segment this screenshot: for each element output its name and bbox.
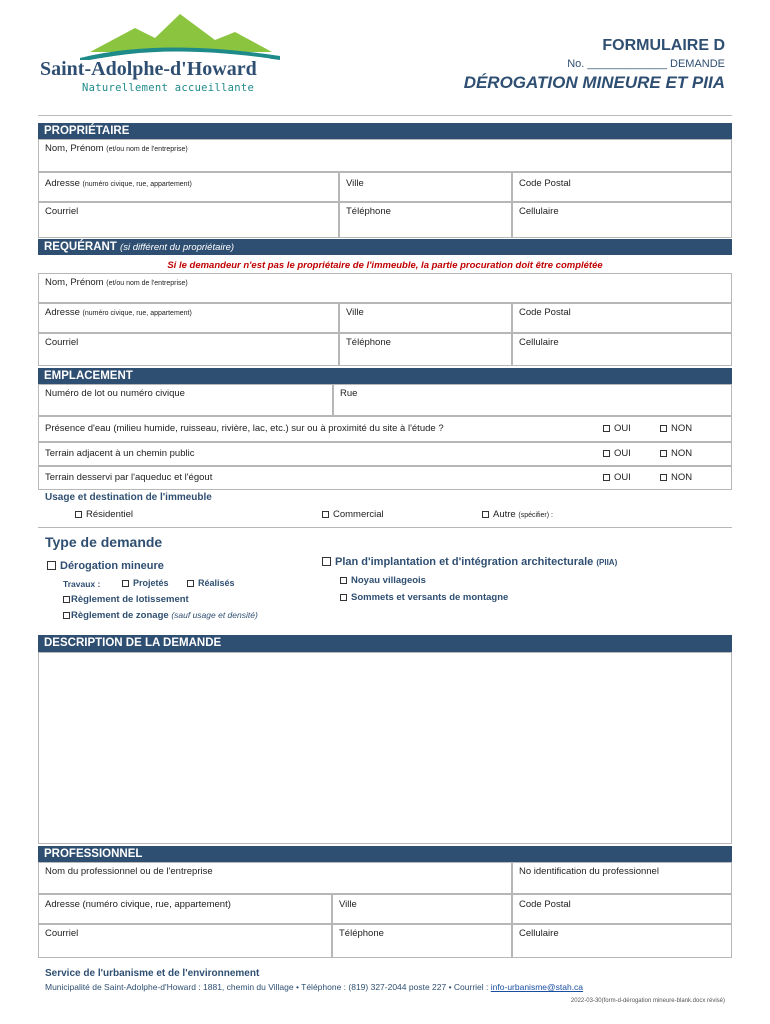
- requester-postal-label: Code Postal: [519, 307, 571, 318]
- request-type-title: Type de demande: [45, 534, 163, 550]
- professional-city-label: Ville: [339, 899, 357, 910]
- requester-cell-field[interactable]: [512, 333, 732, 366]
- piia-village-checkbox[interactable]: [340, 577, 347, 584]
- sewer-no-option[interactable]: [660, 472, 692, 483]
- requester-address-hint: (numéro civique, rue, appartement): [82, 310, 192, 317]
- sewer-yes-option[interactable]: [603, 472, 631, 483]
- owner-section-bar: [38, 123, 732, 139]
- piia-option[interactable]: [322, 556, 617, 568]
- usage-residential-checkbox[interactable]: [75, 511, 82, 518]
- professional-id-field[interactable]: [512, 862, 732, 894]
- procuration-warning: Si le demandeur n'est pas le propriétaire de l'immeuble, la partie procuration doit être complétée: [167, 260, 603, 271]
- works-planned-label: Projetés: [133, 578, 169, 588]
- usage-commercial-option[interactable]: [322, 509, 384, 520]
- location-section-bar: [38, 368, 732, 384]
- requester-email-field[interactable]: [38, 333, 339, 366]
- requester-phone-field[interactable]: [339, 333, 512, 366]
- owner-email-field[interactable]: [38, 202, 339, 238]
- professional-email-field[interactable]: [38, 924, 332, 958]
- footer-file-ref: 2022-03-30(form-d-dérogation mineure-blank.docx révisé): [570, 998, 725, 1004]
- owner-postal-field[interactable]: [512, 172, 732, 202]
- owner-email-label: Courriel: [45, 206, 79, 217]
- road-yes-checkbox[interactable]: [603, 450, 610, 457]
- derogation-label: Dérogation mineure: [60, 560, 164, 572]
- sewer-no-label: NON: [671, 472, 693, 483]
- zonage-checkbox[interactable]: [63, 612, 70, 619]
- description-section-title: DESCRIPTION DE LA DEMANDE: [44, 637, 222, 649]
- usage-residential-option[interactable]: [75, 509, 133, 520]
- sewer-yes-checkbox[interactable]: [603, 474, 610, 481]
- street-field[interactable]: [333, 384, 732, 416]
- water-no-label: NON: [671, 423, 693, 434]
- piia-mountain-option[interactable]: [340, 592, 508, 603]
- usage-other-hint: (spécifier) :: [518, 512, 553, 519]
- water-yes-option[interactable]: [603, 423, 631, 434]
- lot-number-field[interactable]: [38, 384, 333, 416]
- usage-title: Usage et destination de l'immeuble: [45, 492, 212, 503]
- owner-address-label: Adresse: [45, 178, 80, 189]
- professional-section-title: PROFESSIONNEL: [44, 848, 143, 860]
- owner-city-field[interactable]: [339, 172, 512, 202]
- sewer-no-checkbox[interactable]: [660, 474, 667, 481]
- footer-address: Municipalité de Saint-Adolphe-d'Howard : 1881, chemin du Village • Téléphone : (819) 327-2044 poste 227 • Courriel :: [45, 982, 489, 992]
- road-yes-option[interactable]: [603, 448, 631, 459]
- professional-phone-label: Téléphone: [339, 928, 384, 939]
- owner-cell-label: Cellulaire: [519, 206, 559, 217]
- requester-section-title: REQUÉRANT: [44, 241, 117, 253]
- piia-abbr: (PIIA): [596, 558, 618, 567]
- usage-other-option[interactable]: [482, 509, 553, 520]
- piia-village-option[interactable]: [340, 575, 426, 586]
- professional-name-field[interactable]: [38, 862, 512, 894]
- request-number-label: No. _____________ DEMANDE: [567, 58, 725, 70]
- sewer-yes-label: OUI: [614, 472, 631, 483]
- usage-other-label: Autre: [493, 509, 516, 520]
- location-section-title: EMPLACEMENT: [44, 370, 133, 382]
- professional-postal-field[interactable]: [512, 894, 732, 924]
- owner-city-label: Ville: [346, 178, 364, 189]
- piia-mountain-label: Sommets et versants de montagne: [351, 592, 509, 603]
- professional-name-label: Nom du professionnel ou de l'entreprise: [45, 866, 213, 877]
- water-yes-checkbox[interactable]: [603, 425, 610, 432]
- requester-name-label: Nom, Prénom: [45, 277, 104, 288]
- description-section-bar: [38, 635, 732, 652]
- owner-phone-label: Téléphone: [346, 206, 391, 217]
- professional-postal-label: Code Postal: [519, 899, 571, 910]
- requester-address-field[interactable]: [38, 303, 339, 333]
- sewer-question: Terrain desservi par l'aqueduc et l'égout: [45, 472, 213, 483]
- professional-id-label: No identification du professionnel: [519, 866, 659, 877]
- owner-address-hint: (numéro civique, rue, appartement): [82, 181, 192, 188]
- requester-phone-label: Téléphone: [346, 337, 391, 348]
- usage-residential-label: Résidentiel: [86, 509, 133, 520]
- owner-cell-field[interactable]: [512, 202, 732, 238]
- professional-address-field[interactable]: [38, 894, 332, 924]
- water-question: Présence d'eau (milieu humide, ruisseau, rivière, lac, etc.) sur ou à proximité du site à l'étude ?: [45, 423, 444, 434]
- road-no-checkbox[interactable]: [660, 450, 667, 457]
- professional-email-label: Courriel: [45, 928, 79, 939]
- requester-postal-field[interactable]: [512, 303, 732, 333]
- piia-mountain-checkbox[interactable]: [340, 594, 347, 601]
- logo-tagline: Naturellement accueillante: [82, 82, 255, 94]
- description-textarea[interactable]: [38, 652, 732, 844]
- requester-cell-label: Cellulaire: [519, 337, 559, 348]
- piia-village-label: Noyau villageois: [351, 575, 426, 586]
- road-no-option[interactable]: [660, 448, 692, 459]
- owner-name-field[interactable]: [38, 139, 732, 172]
- owner-name-label: Nom, Prénom: [45, 143, 104, 154]
- works-label: Travaux :: [63, 579, 101, 589]
- mountain-logo-icon: [40, 10, 280, 60]
- works-planned-option[interactable]: [122, 578, 169, 588]
- professional-phone-field[interactable]: [332, 924, 512, 958]
- requester-section-note: (si différent du propriétaire): [120, 242, 235, 253]
- piia-checkbox[interactable]: [322, 557, 331, 566]
- requester-city-field[interactable]: [339, 303, 512, 333]
- road-yes-label: OUI: [614, 448, 631, 459]
- requester-name-hint: (et/ou nom de l'entreprise): [106, 280, 188, 287]
- professional-section-bar: [38, 846, 732, 862]
- header-divider: [38, 115, 732, 116]
- form-title: DÉROGATION MINEURE ET PIIA: [463, 73, 725, 92]
- water-no-option[interactable]: [660, 423, 692, 434]
- requester-name-field[interactable]: [38, 273, 732, 303]
- works-done-checkbox[interactable]: [187, 580, 194, 587]
- road-question: Terrain adjacent à un chemin public: [45, 448, 195, 459]
- lot-number-label: Numéro de lot ou numéro civique: [45, 388, 185, 399]
- form-label: FORMULAIRE D: [602, 37, 725, 54]
- municipality-logo: [40, 10, 280, 95]
- works-done-option[interactable]: [187, 578, 235, 588]
- owner-address-field[interactable]: [38, 172, 339, 202]
- zonage-option[interactable]: [63, 610, 258, 621]
- works-planned-checkbox[interactable]: [122, 580, 129, 587]
- usage-commercial-label: Commercial: [333, 509, 384, 520]
- footer-service: Service de l'urbanisme et de l'environnement: [45, 968, 260, 979]
- requester-section-bar: [38, 239, 732, 255]
- zonage-label: Règlement de zonage: [71, 610, 169, 621]
- lotissement-option[interactable]: [63, 594, 189, 605]
- requester-address-label: Adresse: [45, 307, 80, 318]
- footer-email-link[interactable]: info-urbanisme@stah.ca: [490, 982, 584, 992]
- owner-postal-label: Code Postal: [519, 178, 571, 189]
- usage-commercial-checkbox[interactable]: [322, 511, 329, 518]
- owner-phone-field[interactable]: [339, 202, 512, 238]
- derogation-checkbox[interactable]: [47, 561, 56, 570]
- professional-city-field[interactable]: [332, 894, 512, 924]
- usage-divider: [38, 527, 732, 528]
- lotissement-label: Règlement de lotissement: [71, 594, 189, 605]
- requester-email-label: Courriel: [45, 337, 79, 348]
- usage-other-checkbox[interactable]: [482, 511, 489, 518]
- professional-address-label: Adresse (numéro civique, rue, appartement): [45, 899, 231, 910]
- logo-name: Saint-Adolphe-d'Howard: [40, 58, 257, 80]
- owner-name-hint: (et/ou nom de l'entreprise): [106, 146, 188, 153]
- footer-contact: [45, 982, 583, 992]
- professional-cell-label: Cellulaire: [519, 928, 559, 939]
- professional-cell-field[interactable]: [512, 924, 732, 958]
- derogation-option[interactable]: [47, 560, 164, 572]
- water-yes-label: OUI: [614, 423, 631, 434]
- owner-section-title: PROPRIÉTAIRE: [44, 125, 130, 137]
- street-label: Rue: [340, 388, 358, 399]
- works-done-label: Réalisés: [198, 578, 235, 588]
- requester-city-label: Ville: [346, 307, 364, 318]
- water-no-checkbox[interactable]: [660, 425, 667, 432]
- road-no-label: NON: [671, 448, 693, 459]
- zonage-note: (sauf usage et densité): [171, 610, 258, 620]
- piia-label: Plan d'implantation et d'intégration architecturale: [335, 556, 594, 568]
- lotissement-checkbox[interactable]: [63, 596, 70, 603]
